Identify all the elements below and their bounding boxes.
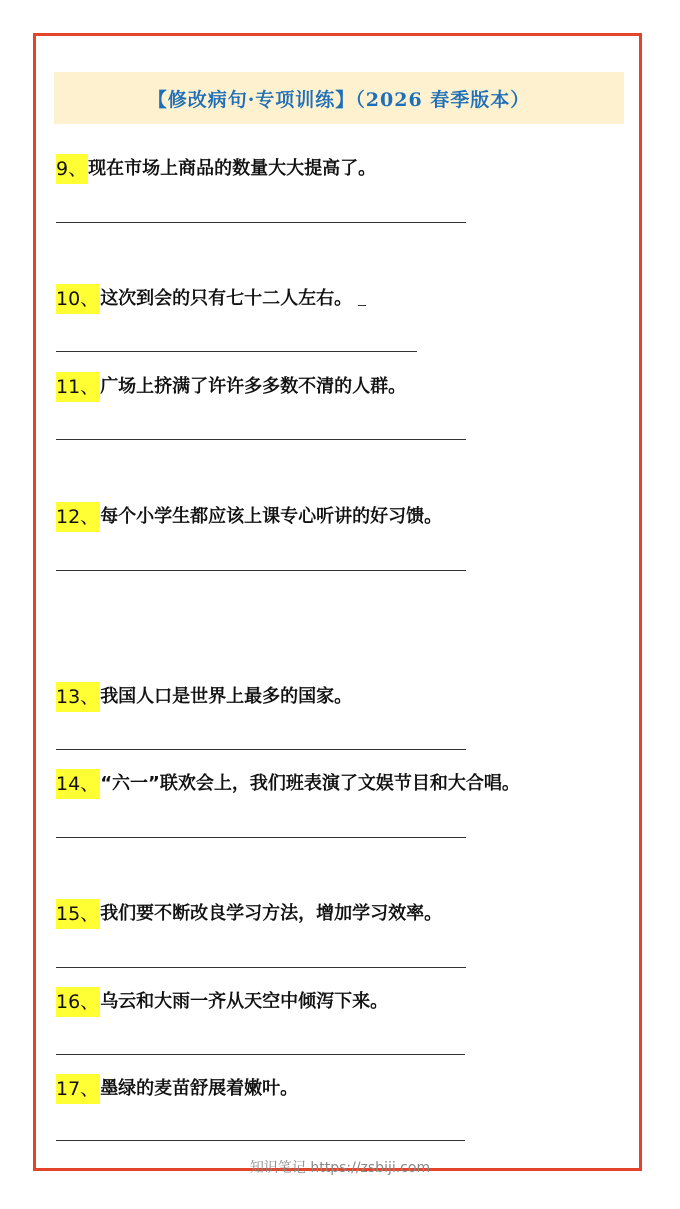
answer-line-16[interactable] [56, 1054, 465, 1055]
question-number: 9、 [56, 154, 88, 184]
question-text: “六一”联欢会上，我们班表演了文娱节目和大合唱。 [100, 773, 520, 794]
question-number: 17、 [56, 1074, 100, 1104]
footer-watermark: 知识笔记 https://zsbiji.com [249, 1160, 431, 1176]
answer-line-11[interactable] [56, 439, 466, 440]
question-17 [56, 1074, 298, 1104]
question-16 [56, 987, 388, 1017]
question-13 [56, 682, 352, 712]
page-title: 【修改病句·专项训练】（2026 春季版本） [147, 88, 531, 111]
question-11 [56, 372, 406, 402]
answer-line-17[interactable] [56, 1140, 465, 1141]
question-14 [56, 769, 520, 799]
blank-mark [358, 304, 366, 306]
question-text: 每个小学生都应该上课专心听讲的好习馈。 [100, 506, 443, 527]
title-band [54, 72, 624, 124]
question-number: 12、 [56, 502, 100, 532]
answer-line-10[interactable] [56, 351, 417, 352]
question-12 [56, 502, 442, 532]
question-text: 广场上挤满了许许多多数不清的人群。 [100, 376, 407, 397]
question-number: 10、 [56, 284, 100, 314]
question-number: 15、 [56, 899, 100, 929]
question-text: 这次到会的只有七十二人左右。 [100, 288, 353, 309]
answer-line-12[interactable] [56, 570, 466, 571]
answer-line-14[interactable] [56, 837, 466, 838]
answer-line-13[interactable] [56, 749, 466, 750]
question-number: 13、 [56, 682, 100, 712]
question-15 [56, 899, 442, 929]
question-9 [56, 154, 376, 184]
answer-line-9[interactable] [56, 222, 466, 223]
answer-line-15[interactable] [56, 967, 466, 968]
question-number: 11、 [56, 372, 100, 402]
question-text: 乌云和大雨一齐从天空中倾泻下来。 [100, 991, 389, 1012]
question-text: 我国人口是世界上最多的国家。 [100, 686, 353, 707]
question-10 [56, 284, 366, 314]
question-number: 14、 [56, 769, 100, 799]
question-text: 我们要不断改良学习方法，增加学习效率。 [100, 903, 443, 924]
question-text: 墨绿的麦苗舒展着嫩叶。 [100, 1078, 299, 1099]
question-text: 现在市场上商品的数量大大提高了。 [88, 158, 377, 179]
question-number: 16、 [56, 987, 100, 1017]
